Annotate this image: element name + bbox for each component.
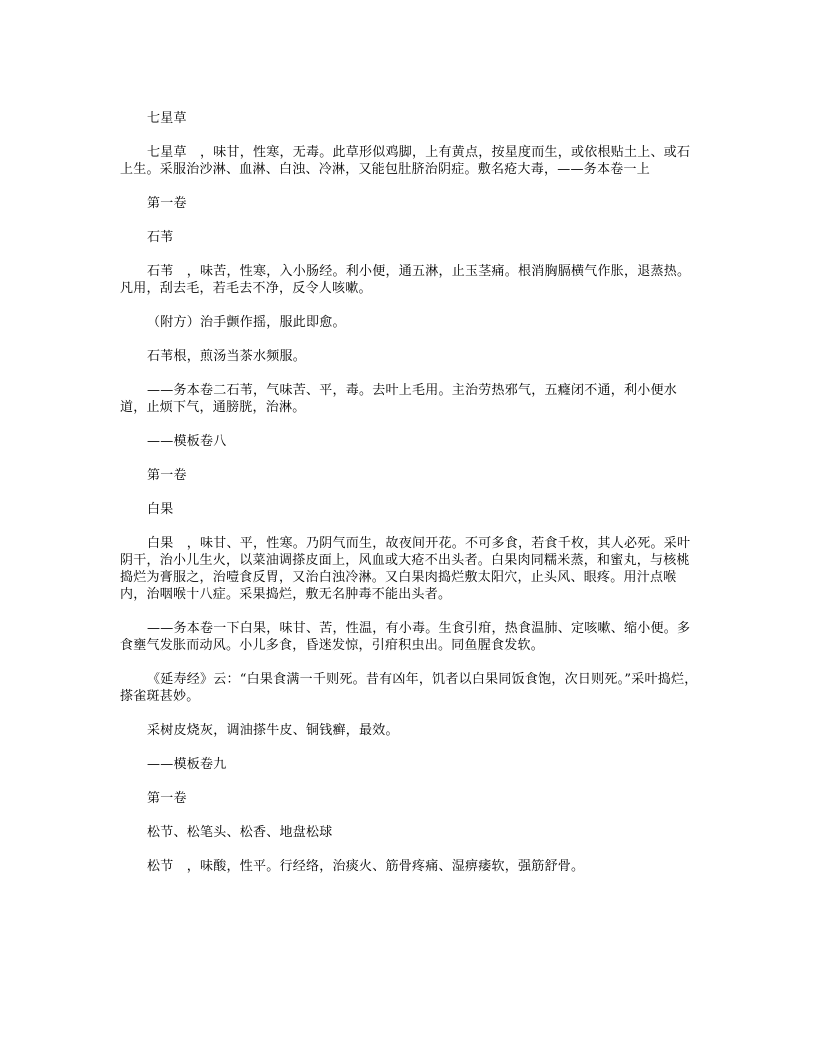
heading-volume-1b: 第一卷 xyxy=(147,468,187,483)
paragraph-yanshoujing: 《延寿经》云：“白果食满一千则死。昔有凶年，饥者以白果同饭食饱，次日则死。”采叶捣烂，搽雀斑甚妙。 xyxy=(120,672,698,704)
paragraph-shiwei-gen: 石苇根，煎汤当茶水频服。 xyxy=(147,349,307,364)
source-moban-9: ——模板卷九 xyxy=(147,757,227,772)
heading-songjie: 松节、松笔头、松香、地盘松球 xyxy=(147,825,333,840)
paragraph-fufang: （附方）治手颤作摇，服此即愈。 xyxy=(147,315,346,330)
heading-baiguo: 白果 xyxy=(147,502,174,517)
heading-volume-1: 第一卷 xyxy=(147,196,187,211)
paragraph-shupi: 采树皮烧灰，调油搽牛皮、铜钱癣，最效。 xyxy=(147,723,399,738)
heading-volume-1c: 第一卷 xyxy=(147,791,187,806)
paragraph-qixingcao: 七星草 ，味甘，性寒，无毒。此草形似鸡脚，上有黄点，按星度而生，或依根贴土上、或石上生。采服治沙淋、血淋、白浊、冷淋，又能包肚脐治阴症。敷名疮大毒，——务本卷一上 xyxy=(120,145,691,177)
source-moban-8: ——模板卷八 xyxy=(147,434,227,449)
heading-qixingcao: 七星草 xyxy=(147,111,187,126)
paragraph-wuben-shiwei: ——务本卷二石苇，气味苦、平，毒。去叶上毛用。主治劳热邪气，五癃闭不通，利小便水道，止烦下气，通膀胱，治淋。 xyxy=(120,383,678,415)
paragraph-songjie: 松节 ，味酸，性平。行经络，治痰火、筋骨疼痛、湿痹痿软，强筋舒骨。 xyxy=(147,859,585,874)
paragraph-wuben-baiguo: ——务本卷一下白果，味甘、苦，性温，有小毒。生食引疳，热食温肺、定咳嗽、缩小便。多食壅气发胀而动风。小儿多食，昏迷发惊，引疳积虫出。同鱼腥食发软。 xyxy=(120,621,691,653)
document-page xyxy=(120,110,700,892)
heading-shiwei: 石苇 xyxy=(147,230,174,245)
paragraph-shiwei: 石苇 ，味苦，性寒，入小肠经。利小便，通五淋，止玉茎痛。根消胸膈横气作胀，退蒸热。凡用，刮去毛，若毛去不净，反令人咳嗽。 xyxy=(120,264,691,296)
paragraph-baiguo: 白果 ，味甘、平，性寒。乃阴气而生，故夜间开花。不可多食，若食千枚，其人必死。采叶阴干，治小儿生火，以菜油调搽皮面上，风血或大疮不出头者。白果肉同糯米蒸，和蜜丸，与核桃捣烂为膏服之，治噎食反胃，又治白浊冷淋。又白果肉捣烂敷太阳穴，止头风、眼疼。用汁点喉内，治咽喉十八症。采果捣烂，敷无名肿毒不能出头者。 xyxy=(120,536,691,602)
